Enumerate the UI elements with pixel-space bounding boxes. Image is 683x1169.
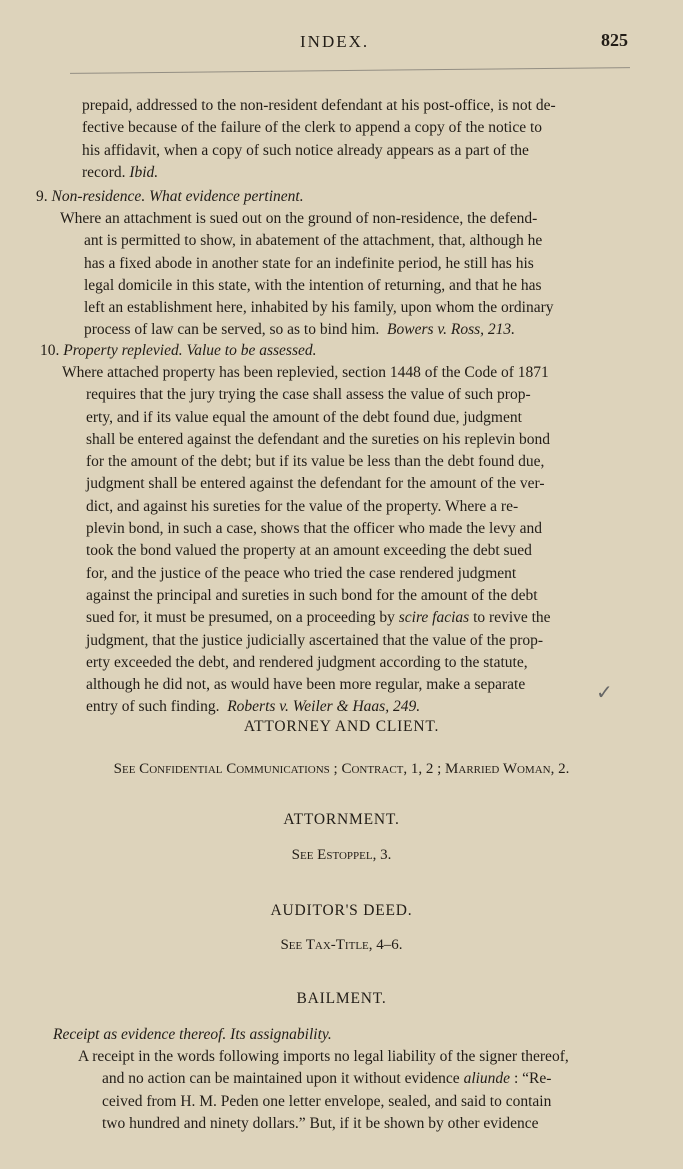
text-line: A receipt in the words following imports no legal liability of the signer thereof, (78, 1048, 569, 1065)
entry-heading (36, 186, 304, 208)
text-line: erty, and if its value equal the amount of the debt found due, judgment (86, 408, 522, 426)
text-line: ant is permitted to show, in abatement of the attachment, that, although he (84, 232, 543, 250)
cross-reference: See Confidential Communications ; Contract, 1, 2 ; Married Woman, 2. (113, 761, 570, 777)
text-line: left an establishment here, inhabited by his family, upon whom the ordinary (84, 299, 554, 317)
text-line: for the amount of the debt; but if its value be less than the debt found due, (86, 453, 545, 471)
entry-10 (40, 340, 317, 362)
page-number: 825 (601, 30, 628, 50)
text-line: prepaid, addressed to the non-resident defendant at his post-office, is not de- (82, 97, 556, 114)
text-line: sued for, it must be presumed, on a proceeding by scire facias to revive the (86, 609, 551, 627)
entry-9 (36, 186, 304, 208)
text-line: plevin bond, in such a case, shows that the officer who made the levy and (86, 520, 542, 538)
section-heading-auditors-deed: AUDITOR'S DEED. (270, 902, 413, 919)
entry-8-continuation (82, 95, 556, 184)
page-header (0, 30, 683, 54)
citation: Roberts v. Weiler & Haas, 249. (227, 698, 421, 716)
entry-number: 9. (36, 188, 48, 205)
text-line: Where an attachment is sued out on the ground of non-residence, the defend- (60, 210, 538, 227)
entry-title: Non-residence. What evidence pertinent. (51, 188, 304, 205)
header-rule (70, 67, 630, 74)
text-line: for, and the justice of the peace who tried the case rendered judgment (86, 564, 517, 582)
entry-10-body (62, 362, 551, 719)
section-heading-attornment: ATTORNMENT. (283, 811, 400, 828)
text-line: ceived from H. M. Peden one letter envelope, sealed, and said to contain (102, 1092, 552, 1110)
text-line: process of law can be served, so as to bind him. Bowers v. Ross, 213. (84, 321, 516, 339)
text-line: legal domicile in this state, with the intention of returning, and that he has (84, 276, 542, 294)
bailment-entry (53, 1024, 332, 1046)
entry-9-body (60, 208, 553, 342)
entry-title: Receipt as evidence thereof. Its assignability. (53, 1026, 332, 1043)
bailment-body (78, 1046, 569, 1135)
text-line: has a fixed abode in another state for an indefinite period, he still has his (84, 254, 534, 272)
cross-reference: See Estoppel, 3. (291, 847, 392, 863)
citation: Bowers v. Ross, 213. (387, 321, 516, 339)
text-line: requires that the jury trying the case shall assess the value of such prop- (86, 386, 531, 404)
text-line: his affidavit, when a copy of such notice already appears as a part of the (82, 141, 529, 159)
section-heading-attorney: ATTORNEY AND CLIENT. (243, 718, 440, 735)
text-line: entry of such finding. Roberts v. Weiler & Haas, 249. (86, 698, 421, 716)
cross-reference: See Tax-Title, 4–6. (280, 937, 403, 953)
text-line: two hundred and ninety dollars.” But, if it be shown by other evidence (102, 1114, 539, 1132)
entry-heading (40, 340, 317, 362)
text-line: erty exceeded the debt, and rendered judgment according to the statute, (86, 653, 528, 671)
entry-number: 10. (40, 342, 60, 359)
text-line: judgment shall be entered against the defendant for the amount of the ver- (86, 475, 545, 493)
text-line: although he did not, as would have been more regular, make a separate (86, 676, 526, 694)
text-line: Where attached property has been replevied, section 1448 of the Code of 1871 (62, 364, 549, 381)
text-line: dict, and against his sureties for the value of the property. Where a re- (86, 497, 519, 515)
running-title: INDEX. (300, 32, 370, 51)
text-line: took the bond valued the property at an amount exceeding the debt sued (86, 542, 532, 560)
text-line: judgment, that the justice judicially ascertained that the value of the prop- (86, 631, 544, 649)
entry-title: Property replevied. Value to be assessed. (63, 342, 317, 359)
section-heading-bailment: BAILMENT. (296, 990, 387, 1007)
text-line: fective because of the failure of the clerk to append a copy of the notice to (82, 119, 543, 137)
text-line: shall be entered against the defendant and the sureties on his replevin bond (86, 430, 550, 448)
pencil-mark-icon: ✓ (596, 682, 613, 704)
text-line: against the principal and sureties in such bond for the amount of the debt (86, 586, 538, 604)
text-line: and no action can be maintained upon it without evidence aliunde : “Re- (102, 1070, 552, 1088)
citation: Ibid. (129, 163, 159, 181)
text-line: record. Ibid. (82, 163, 159, 181)
